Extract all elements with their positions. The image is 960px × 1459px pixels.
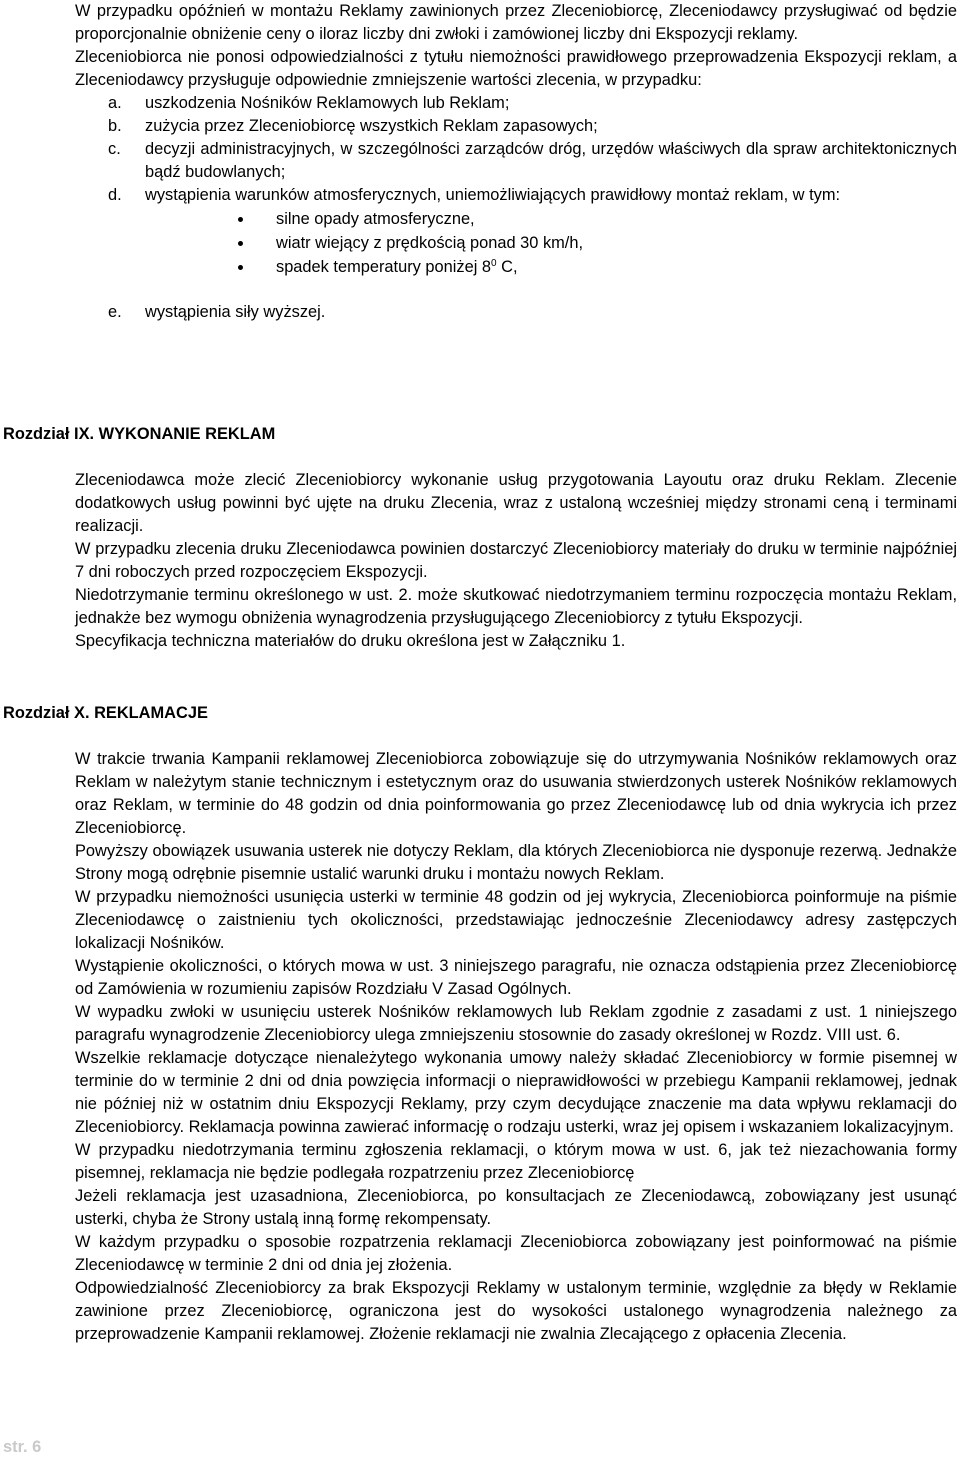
bullet-text: silne opady atmosferyczne, [276, 210, 475, 228]
list-item [0, 955, 960, 1001]
item-text: Niedotrzymanie terminu określonego w ust. 2. może skutkować niedotrzymaniem terminu rozpoczęcia montażu Reklam, jednakże bez wymogu obniżenia wynagrodzenia przysługującego Zleceniobiorcy z tytułu Ekspozycji. [75, 586, 957, 627]
section-x [0, 702, 960, 1346]
sublist-letter: e. [108, 303, 122, 321]
bullet-icon [238, 241, 243, 246]
sublist [0, 301, 960, 324]
item-text: Wszelkie reklamacje dotyczące nienależytego wykonania umowy należy składać Zleceniobiorcy w formie pisemnej w terminie do w terminie 2 dni od dnia powzięcia informacji o nieprawidłowości w przebiegu Kampanii reklamowej, jednak nie później niż w ostatnim dniu Ekspozycji Reklamy, przy czym decydujące znaczenie ma data wpływu reklamacji do Zleceniobiorcy. Reklamacja powinna zawierać informację o rodzaju usterki, wraz jej opisem i wskazaniem lokalizacyjnym. [75, 1049, 957, 1136]
sublist-item [108, 115, 957, 138]
list-item [0, 748, 960, 840]
bullet-item [276, 232, 960, 255]
list-item [0, 538, 960, 584]
item-text: W wypadku zwłoki w usunięciu usterek Nośników reklamowych lub Reklam zgodnie z zasadami z ust. 1 niniejszego paragrafu wynagrodzenie Zleceniobiorcy ulega zmniejszeniu stosownie do zasady określonej w Rozdz. VIII ust. 6. [75, 1003, 957, 1044]
sublist-letter: a. [108, 94, 122, 112]
sublist-item [108, 138, 957, 184]
item-text: Jeżeli reklamacja jest uzasadniona, Zleceniobiorca, po konsultacjach ze Zleceniodawcą, zobowiązany jest usunąć usterki, chyba że Strony ustalą inną formę rekompensaty. [75, 1187, 957, 1228]
bullet-list [0, 208, 960, 279]
section-heading: Rozdział IX. WYKONANIE REKLAM [3, 425, 276, 443]
item-text: Wystąpienie okoliczności, o których mowa w ust. 3 niniejszego paragrafu, nie oznacza odstąpienia przez Zleceniobiorcę od Zamówienia w rozumieniu zapisów Rozdziału V Zasad Ogólnych. [75, 957, 957, 998]
list-item [0, 0, 960, 46]
list-item [0, 1231, 960, 1277]
degree-superscript: 0 [491, 258, 497, 269]
list-item [0, 886, 960, 955]
bullet-icon [238, 217, 243, 222]
page-number: str. 6 [3, 1438, 42, 1456]
item-text: W każdym przypadku o sposobie rozpatrzenia reklamacji Zleceniobiorca zobowiązany jest poinformować na piśmie Zleceniodawcę w terminie 2 dni od dnia jej złożenia. [75, 1233, 957, 1274]
list-item [0, 469, 960, 538]
item-text: W przypadku niemożności usunięcia usterki w terminie 48 godzin od jej wykrycia, Zleceniobiorca poinformuje na piśmie Zleceniodawcę o zaistnieniu tych okoliczności, przedstawiając jednocześnie Zleceniodawcy adresy zastępczych lokalizacji Nośników. [75, 888, 957, 952]
item-text: Powyższy obowiązek usuwania usterek nie dotyczy Reklam, dla których Zleceniobiorca nie dysponuje rezerwą. Jednakże Strony mogą odrębnie pisemnie ustalić warunki druku i montażu nowych Reklam. [75, 842, 957, 883]
item-text: Zleceniobiorca nie ponosi odpowiedzialności z tytułu niemożności prawidłowego przeprowadzenia Ekspozycji reklam, a Zleceniodawcy przysługuje odpowiednie zmniejszenie wartości zlecenia, w przypadku: [75, 48, 957, 89]
list-item [0, 584, 960, 630]
list-item [0, 46, 960, 92]
sublist-letter: c. [108, 140, 121, 158]
list-item [0, 1277, 960, 1346]
list-item [0, 1139, 960, 1185]
list-item [0, 1001, 960, 1047]
sublist-item [108, 301, 957, 324]
list-item [0, 1047, 960, 1139]
sublist-text: uszkodzenia Nośników Reklamowych lub Reklam; [145, 94, 510, 112]
item-text: Specyfikacja techniczna materiałów do druku określona jest w Załączniku 1. [75, 632, 626, 650]
bullet-text-tail: C, [496, 258, 518, 276]
bullet-item [276, 208, 960, 231]
bullet-item [276, 256, 960, 279]
sublist-item [108, 184, 957, 207]
sublist-letter: d. [108, 186, 122, 204]
item-text: Odpowiedzialność Zleceniobiorcy za brak Ekspozycji Reklamy w ustalonym terminie, względnie za błędy w Reklamie zawinione przez Zleceniobiorcę, ograniczona jest do wysokości ustalonego wynagrodzenia należnego za przeprowadzenie Kampanii reklamowej. Złożenie reklamacji nie zwalnia Zlecającego z opłacenia Zlecenia. [75, 1279, 957, 1343]
sublist-text: decyzji administracyjnych, w szczególności zarządców dróg, urzędów właściwych dla spraw architektonicznych bądź budowlanych; [145, 140, 957, 181]
item-text: W trakcie trwania Kampanii reklamowej Zleceniobiorca zobowiązuje się do utrzymywania Nośników reklamowych oraz Reklam w należytym stanie technicznym i estetycznym oraz do usuwania stwierdzonych usterek Nośników reklamowych oraz Reklam, w terminie do 48 godzin od dnia poinformowania go przez Zleceniodawcę lub od dnia wykrycia ich przez Zleceniobiorcę. [75, 750, 957, 837]
sublist-text: wystąpienia siły wyższej. [145, 303, 326, 321]
bullet-text: spadek temperatury poniżej 8 [276, 258, 492, 276]
item-text: Zleceniodawca może zlecić Zleceniobiorcy wykonanie usług przygotowania Layoutu oraz druku Reklam. Zlecenie dodatkowych usług powinni być ujęte na druku Zlecenia, wraz z ustaloną wcześniej między stronami ceną i terminami realizacji. [75, 471, 957, 535]
bullet-text: wiatr wiejący z prędkością ponad 30 km/h, [276, 234, 584, 252]
section-continuation [0, 0, 960, 324]
item-text: W przypadku opóźnień w montażu Reklamy zawinionych przez Zleceniobiorcę, Zleceniodawcy przysługiwać od będzie proporcjonalnie obniżenie ceny o iloraz liczby dni zwłoki i zamówionej liczby dni Ekspozycji reklamy. [75, 2, 957, 43]
sublist-text: zużycia przez Zleceniobiorcę wszystkich Reklam zapasowych; [145, 117, 598, 135]
section-heading: Rozdział X. REKLAMACJE [3, 704, 208, 722]
list-item [0, 630, 960, 653]
sublist [0, 92, 960, 207]
sublist-item [108, 92, 957, 115]
item-text: W przypadku zlecenia druku Zleceniodawca powinien dostarczyć Zleceniobiorcy materiały do druku w terminie najpóźniej 7 dni roboczych przed rozpoczęciem Ekspozycji. [75, 540, 957, 581]
sublist-text: wystąpienia warunków atmosferycznych, uniemożliwiających prawidłowy montaż reklam, w tym: [145, 186, 841, 204]
section-ix [0, 423, 960, 653]
sublist-letter: b. [108, 117, 122, 135]
list-item [0, 1185, 960, 1231]
bullet-icon [238, 265, 243, 270]
item-text: W przypadku niedotrzymania terminu zgłoszenia reklamacji, o którym mowa w ust. 6, jak też niezachowania formy pisemnej, reklamacja nie będzie podlegała rozpatrzeniu przez Zleceniobiorcę [75, 1141, 957, 1182]
list-item [0, 840, 960, 886]
